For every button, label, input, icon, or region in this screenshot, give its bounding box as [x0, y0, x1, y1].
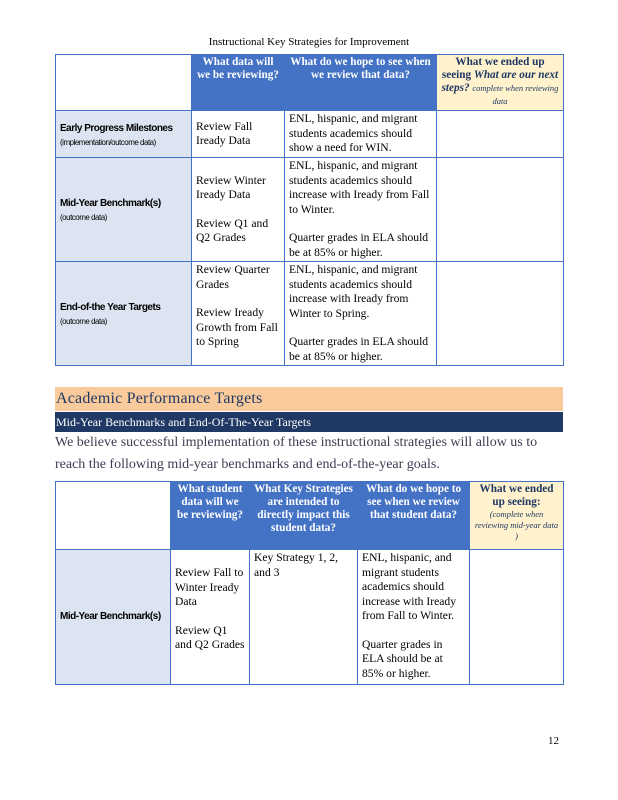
seen-cell — [470, 550, 564, 685]
hope-cell: ENL, hispanic, and migrant students academics should show a need for WIN. — [285, 111, 437, 158]
hope-item: Quarter grades in ELA should be at 85% or higher. — [362, 637, 443, 680]
header-key-strategies: What Key Strategies are intended to directly impact this student data? — [250, 482, 358, 550]
row-label-early-progress — [56, 111, 192, 158]
header-complete-note: (complete when reviewing mid-year data ) — [474, 509, 559, 541]
row-label-mid-year: Mid-Year Benchmark(s) — [56, 550, 171, 685]
page-number: 12 — [548, 735, 559, 747]
seen-cell — [437, 111, 564, 158]
hope-item: ENL, hispanic, and migrant students academics should increase with Iready from Fall to Winter. — [289, 159, 430, 216]
hope-cell — [285, 158, 437, 262]
table-row — [56, 158, 564, 262]
row-label-text: Mid-Year Benchmark(s) — [60, 198, 161, 209]
header-corner-cell — [56, 55, 192, 111]
header-hope-to-see: What do we hope to see when we review that data? — [285, 55, 437, 111]
hope-cell — [358, 550, 470, 685]
section-subtitle-text: Mid-Year Benchmarks and End-Of-The-Year Targets — [56, 415, 311, 429]
review-item: Review Quarter Grades — [196, 263, 270, 291]
row-label-mid-year — [56, 158, 192, 262]
table-row — [56, 262, 564, 366]
table-row — [56, 111, 564, 158]
benchmarks-table — [55, 481, 564, 685]
row-sublabel-text: (outcome data) — [60, 317, 107, 326]
header-next-steps: What are our next steps? — [441, 69, 559, 94]
review-cell — [171, 550, 250, 685]
header-ended-up-seeing-main: What we ended up seeing — [441, 56, 545, 81]
header-hope-to-see: What do we hope to see when we review that student data? — [358, 482, 470, 550]
intro-paragraph: We believe successful implementation of these instructional strategies will allow us to reach the following mid-year benchmarks and end-of-the-year goals. — [55, 435, 538, 472]
strategies-milestones-table — [55, 54, 564, 366]
header-ended-up-seeing-main: What we ended up seeing: — [479, 483, 554, 508]
review-cell — [192, 158, 285, 262]
seen-cell — [437, 158, 564, 262]
table-row — [56, 550, 564, 685]
header-ended-up-seeing — [470, 482, 564, 550]
header-ended-up-seeing — [437, 55, 564, 111]
row-label-text: End-of-the Year Targets — [60, 302, 161, 313]
review-item: Review Fall to Winter Iready Data — [175, 566, 244, 608]
review-item: Review Q1 and Q2 Grades — [175, 623, 245, 651]
header-student-data: What student data will we be reviewing? — [171, 482, 250, 550]
section-subtitle — [55, 412, 563, 432]
row-label-end-of-year — [56, 262, 192, 366]
row-sublabel-text: (implementation/outcome data) — [60, 137, 156, 147]
section-title-text: Academic Performance Targets — [56, 390, 263, 407]
review-cell: Review Fall Iready Data — [192, 111, 285, 158]
hope-cell — [285, 262, 437, 366]
hope-item: Quarter grades in ELA should be at 85% or higher. — [289, 231, 429, 259]
row-label-text: Early Progress Milestones — [60, 122, 173, 134]
review-item: Review Iready Growth from Fall to Spring — [196, 306, 278, 348]
review-item: Review Winter Iready Data — [196, 173, 266, 201]
hope-item: ENL, hispanic, and migrant students academics should increase with Iready from Fall to Winter. — [362, 551, 456, 622]
review-cell — [192, 262, 285, 366]
header-corner-cell — [56, 482, 171, 550]
page-header-title: Instructional Key Strategies for Improvement — [208, 36, 410, 48]
hope-item: ENL, hispanic, and migrant students academics should increase with Iready from Winter to Spring. — [289, 263, 418, 320]
section-title — [55, 387, 563, 411]
table-header-row — [56, 55, 564, 111]
table-header-row — [56, 482, 564, 550]
seen-cell — [437, 262, 564, 366]
header-data-reviewing: What data will we be reviewing? — [192, 55, 285, 111]
hope-item: Quarter grades in ELA should be at 85% or higher. — [289, 335, 429, 363]
strategies-cell: Key Strategy 1, 2, and 3 — [250, 550, 358, 685]
row-sublabel-text: (outcome data) — [60, 213, 107, 222]
review-item: Review Q1 and Q2 Grades — [196, 216, 269, 244]
header-complete-note: complete when reviewing data — [472, 83, 559, 106]
